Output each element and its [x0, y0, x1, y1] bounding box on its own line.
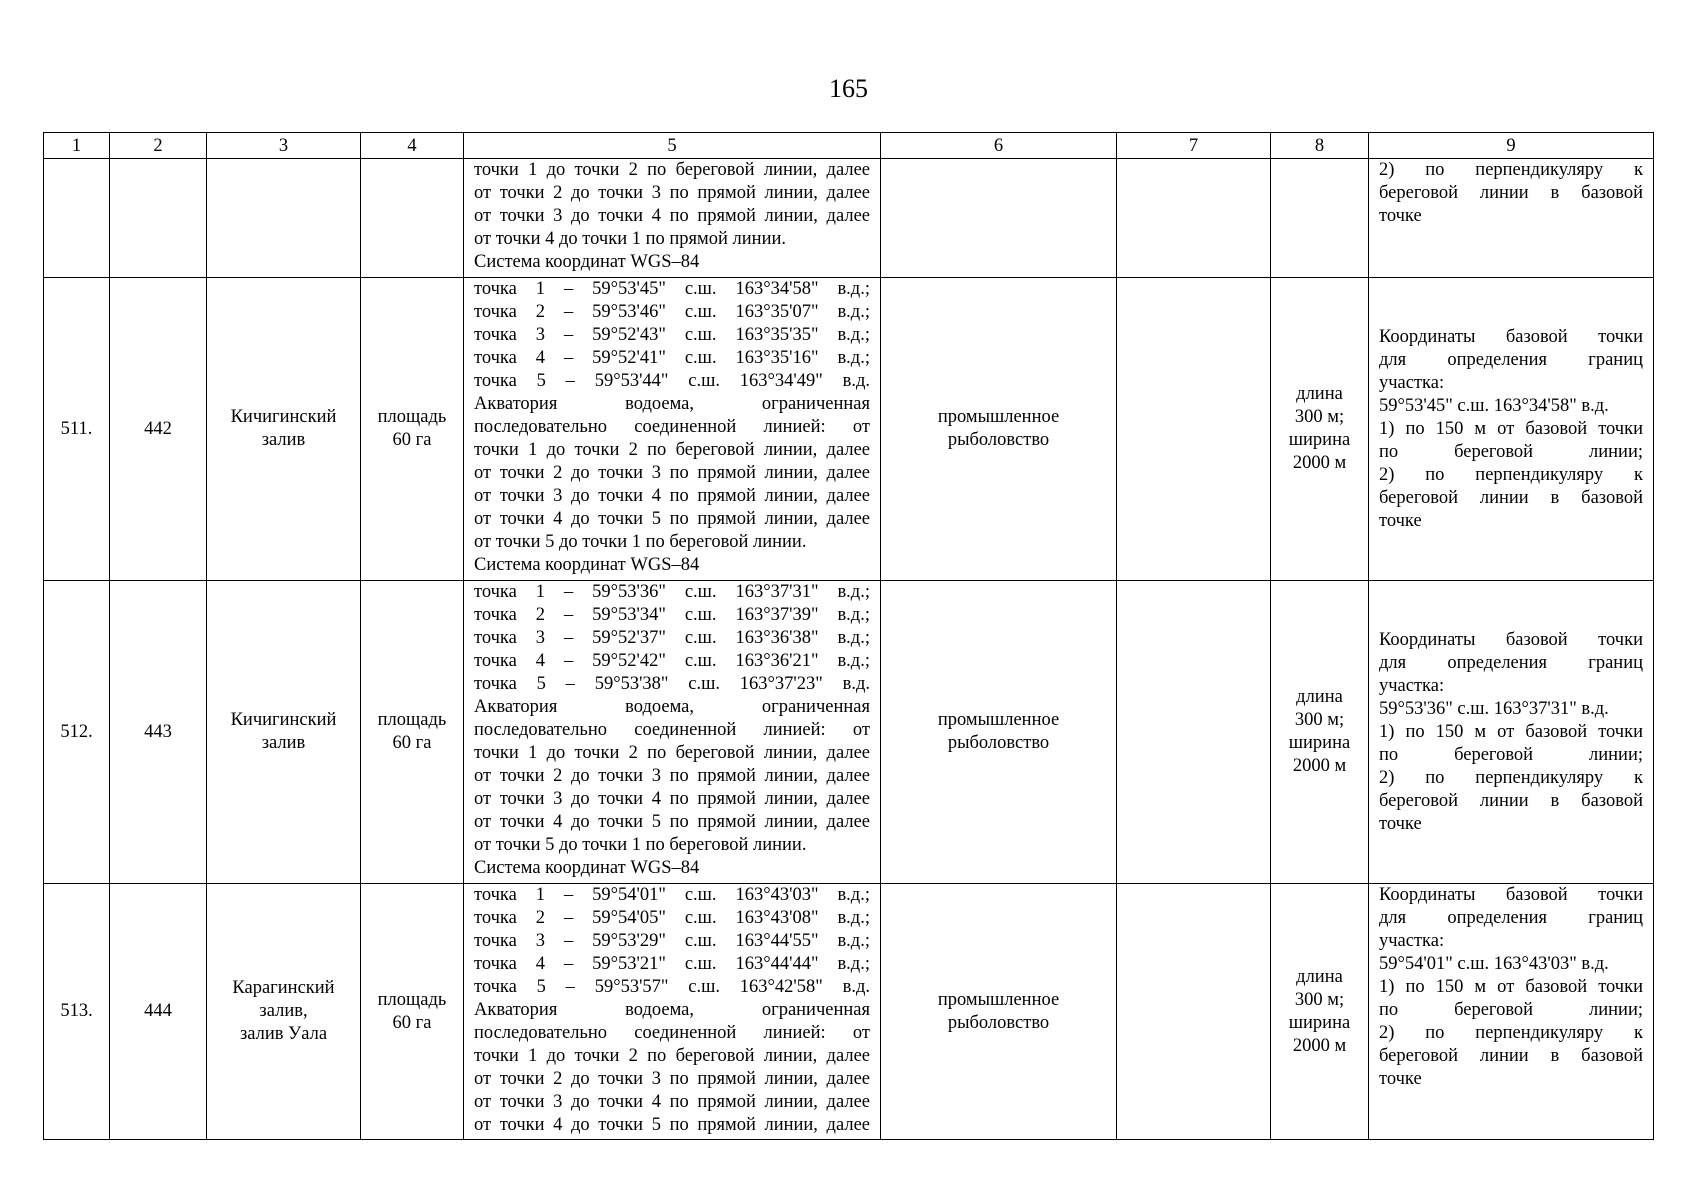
text-line: 2) по перпендикуляру к — [1379, 464, 1643, 485]
header-cell: 6 — [881, 133, 1117, 159]
cell-boundary-description — [464, 581, 881, 884]
text-line: 59°54'01" с.ш. 163°43'03" в.д. — [1379, 954, 1609, 974]
text-line: площадь — [377, 407, 447, 427]
text-line: точка 1 – 59°53'36" с.ш. 163°37'31" в.д.; — [474, 582, 870, 602]
text-line: береговой линии в базовой — [1379, 183, 1643, 203]
text-line: участка: — [1379, 372, 1445, 393]
cell-size — [1271, 884, 1369, 1140]
text-line: точка 3 – 59°52'43" с.ш. 163°35'35" в.д.; — [474, 325, 870, 345]
cell-boundary-description — [464, 159, 881, 278]
text-line: от точки 3 до точки 4 по прямой линии, далее — [474, 486, 870, 506]
text-line: точки 1 до точки 2 по береговой линии, далее — [474, 440, 870, 460]
text-line: ширина — [1288, 430, 1351, 450]
text-line: рыболовство — [947, 430, 1050, 450]
text-line: Карагинский — [232, 978, 335, 998]
text-line: промышленное — [937, 989, 1060, 1010]
text-line: Система координат WGS–84 — [474, 252, 700, 272]
cell-purpose — [881, 581, 1117, 884]
text-line: Акватория водоема, ограниченная — [474, 1000, 870, 1020]
cell-size — [1271, 159, 1369, 278]
cell-area — [361, 278, 464, 581]
cell-id: 443 — [110, 581, 207, 884]
text-line: от точки 3 до точки 4 по прямой линии, далее — [474, 206, 870, 226]
text-line: точка 4 – 59°52'41" с.ш. 163°35'16" в.д.; — [474, 348, 870, 368]
text-line: точка 4 – 59°53'21" с.ш. 163°44'44" в.д.; — [474, 954, 870, 974]
header-cell: 2 — [110, 133, 207, 159]
table-row — [44, 278, 1654, 581]
cell-area — [361, 159, 464, 278]
cell-notes — [1369, 278, 1654, 581]
table-row — [44, 581, 1654, 884]
cell-number: 512. — [44, 581, 110, 884]
text-line: от точки 3 до точки 4 по прямой линии, далее — [474, 1092, 870, 1112]
text-line: последовательно соединенной линией: от — [474, 417, 870, 437]
cell-id — [110, 159, 207, 278]
cell-size — [1271, 581, 1369, 884]
cell-name — [207, 278, 361, 581]
text-line: рыболовство — [947, 733, 1050, 753]
cell-purpose — [881, 159, 1117, 278]
text-line: промышленное — [937, 407, 1060, 427]
text-line: Система координат WGS–84 — [474, 555, 700, 575]
text-line: 1) по 150 м от базовой точки — [1379, 977, 1643, 997]
text-line: Акватория водоема, ограниченная — [474, 697, 870, 717]
header-cell: 4 — [361, 133, 464, 159]
text-line: 1) по 150 м от базовой точки — [1379, 721, 1643, 742]
text-line: площадь — [377, 710, 447, 730]
text-line: от точки 4 до точки 5 по прямой линии, далее — [474, 812, 870, 832]
text-line: рыболовство — [947, 1012, 1050, 1033]
text-line: точки 1 до точки 2 по береговой линии, далее — [474, 160, 870, 180]
text-line: длина — [1296, 966, 1343, 987]
cell-size — [1271, 278, 1369, 581]
text-line: точка 5 – 59°53'38" с.ш. 163°37'23" в.д. — [474, 674, 870, 694]
text-line: 60 га — [392, 1012, 432, 1033]
text-line: от точки 2 до точки 3 по прямой линии, далее — [474, 1069, 870, 1089]
text-line: береговой линии в базовой — [1379, 1046, 1643, 1066]
header-cell: 5 — [464, 133, 881, 159]
text-line: последовательно соединенной линией: от — [474, 720, 870, 740]
text-line: по береговой линии; — [1379, 1000, 1643, 1020]
text-line: от точки 4 до точки 1 по прямой линии. — [474, 229, 786, 249]
text-line: от точки 4 до точки 5 по прямой линии, далее — [474, 509, 870, 529]
text-line: точка 3 – 59°52'37" с.ш. 163°36'38" в.д.; — [474, 628, 870, 648]
table-header — [44, 133, 1654, 159]
text-line: для определения границ — [1379, 349, 1643, 370]
text-line: точке — [1379, 813, 1422, 834]
text-line: 2) по перпендикуляру к — [1379, 160, 1643, 180]
text-line: береговой линии в базовой — [1379, 487, 1643, 508]
text-line: точка 2 – 59°54'05" с.ш. 163°43'08" в.д.; — [474, 908, 870, 928]
cell-notes — [1369, 159, 1654, 278]
table-row — [44, 884, 1654, 1140]
cell-boundary-description — [464, 278, 881, 581]
cell-name — [207, 884, 361, 1140]
text-line: 60 га — [392, 733, 432, 753]
header-cell: 9 — [1369, 133, 1654, 159]
text-line: 2) по перпендикуляру к — [1379, 1023, 1643, 1043]
text-line: Координаты базовой точки — [1379, 629, 1643, 650]
fishing-areas-table — [43, 132, 1654, 1140]
text-line: 59°53'45" с.ш. 163°34'58" в.д. — [1379, 395, 1609, 416]
text-line: точки 1 до точки 2 по береговой линии, далее — [474, 743, 870, 763]
header-cell: 1 — [44, 133, 110, 159]
text-line: точка 4 – 59°52'42" с.ш. 163°36'21" в.д.; — [474, 651, 870, 671]
text-line: ширина — [1288, 733, 1351, 753]
text-line: от точки 2 до точки 3 по прямой линии, далее — [474, 766, 870, 786]
text-line: 2000 м — [1292, 756, 1347, 776]
text-line: Координаты базовой точки — [1379, 885, 1643, 905]
text-line: точке — [1379, 1069, 1422, 1089]
text-line: от точки 5 до точки 1 по береговой линии. — [474, 532, 807, 552]
text-line: длина — [1296, 687, 1343, 707]
cell-name — [207, 159, 361, 278]
text-line: 2000 м — [1292, 453, 1347, 473]
text-line: залив — [261, 430, 306, 450]
text-line: по береговой линии; — [1379, 441, 1643, 462]
cell-number — [44, 159, 110, 278]
text-line: 60 га — [392, 430, 432, 450]
text-line: 2000 м — [1292, 1035, 1347, 1056]
text-line: от точки 2 до точки 3 по прямой линии, далее — [474, 463, 870, 483]
text-line: 1) по 150 м от базовой точки — [1379, 418, 1643, 439]
cell-purpose — [881, 884, 1117, 1140]
text-line: 300 м; — [1294, 710, 1345, 730]
cell-number: 511. — [44, 278, 110, 581]
text-line: 2) по перпендикуляру к — [1379, 767, 1643, 788]
text-line: точка 2 – 59°53'34" с.ш. 163°37'39" в.д.; — [474, 605, 870, 625]
text-line: ширина — [1288, 1012, 1351, 1033]
cell-area — [361, 884, 464, 1140]
cell-col7 — [1117, 884, 1271, 1140]
text-line: от точки 2 до точки 3 по прямой линии, далее — [474, 183, 870, 203]
text-line: 59°53'36" с.ш. 163°37'31" в.д. — [1379, 698, 1609, 719]
text-line: по береговой линии; — [1379, 744, 1643, 765]
cell-col7 — [1117, 581, 1271, 884]
cell-notes — [1369, 884, 1654, 1140]
text-line: залив — [261, 733, 306, 753]
cell-col7 — [1117, 159, 1271, 278]
text-line: точка 2 – 59°53'46" с.ш. 163°35'07" в.д.; — [474, 302, 870, 322]
text-line: точка 1 – 59°54'01" с.ш. 163°43'03" в.д.; — [474, 885, 870, 905]
header-cell: 7 — [1117, 133, 1271, 159]
cell-id: 442 — [110, 278, 207, 581]
text-line: участка: — [1379, 931, 1445, 951]
text-line: для определения границ — [1379, 652, 1643, 673]
text-line: Акватория водоема, ограниченная — [474, 394, 870, 414]
text-line: точка 5 – 59°53'44" с.ш. 163°34'49" в.д. — [474, 371, 870, 391]
cell-col7 — [1117, 278, 1271, 581]
table-row-continuation — [44, 159, 1654, 278]
cell-id: 444 — [110, 884, 207, 1140]
text-line: промышленное — [937, 710, 1060, 730]
text-line: точки 1 до точки 2 по береговой линии, далее — [474, 1046, 870, 1066]
text-line: Кичигинский — [230, 407, 337, 427]
text-line: береговой линии в базовой — [1379, 790, 1643, 811]
text-line: от точки 4 до точки 5 по прямой линии, далее — [474, 1115, 870, 1135]
cell-number: 513. — [44, 884, 110, 1140]
text-line: точке — [1379, 510, 1422, 531]
text-line: точка 3 – 59°53'29" с.ш. 163°44'55" в.д.; — [474, 931, 870, 951]
header-cell: 3 — [207, 133, 361, 159]
text-line: залив Уала — [239, 1024, 328, 1044]
text-line: участка: — [1379, 675, 1445, 696]
cell-name — [207, 581, 361, 884]
cell-area — [361, 581, 464, 884]
text-line: залив, — [259, 1001, 308, 1021]
cell-notes — [1369, 581, 1654, 884]
text-line: площадь — [377, 989, 447, 1010]
page-number: 165 — [829, 74, 868, 103]
cell-boundary-description — [464, 884, 881, 1140]
cell-purpose — [881, 278, 1117, 581]
text-line: от точки 5 до точки 1 по береговой линии. — [474, 835, 807, 855]
text-line: от точки 3 до точки 4 по прямой линии, далее — [474, 789, 870, 809]
text-line: длина — [1296, 384, 1343, 404]
header-cell: 8 — [1271, 133, 1369, 159]
text-line: 300 м; — [1294, 989, 1345, 1010]
text-line: Координаты базовой точки — [1379, 326, 1643, 347]
text-line: 300 м; — [1294, 407, 1345, 427]
text-line: точке — [1379, 206, 1422, 226]
text-line: точка 1 – 59°53'45" с.ш. 163°34'58" в.д.; — [474, 279, 870, 299]
text-line: Система координат WGS–84 — [474, 858, 700, 878]
text-line: для определения границ — [1379, 908, 1643, 928]
text-line: Кичигинский — [230, 710, 337, 730]
text-line: точка 5 – 59°53'57" с.ш. 163°42'58" в.д. — [474, 977, 870, 997]
text-line: последовательно соединенной линией: от — [474, 1023, 870, 1043]
